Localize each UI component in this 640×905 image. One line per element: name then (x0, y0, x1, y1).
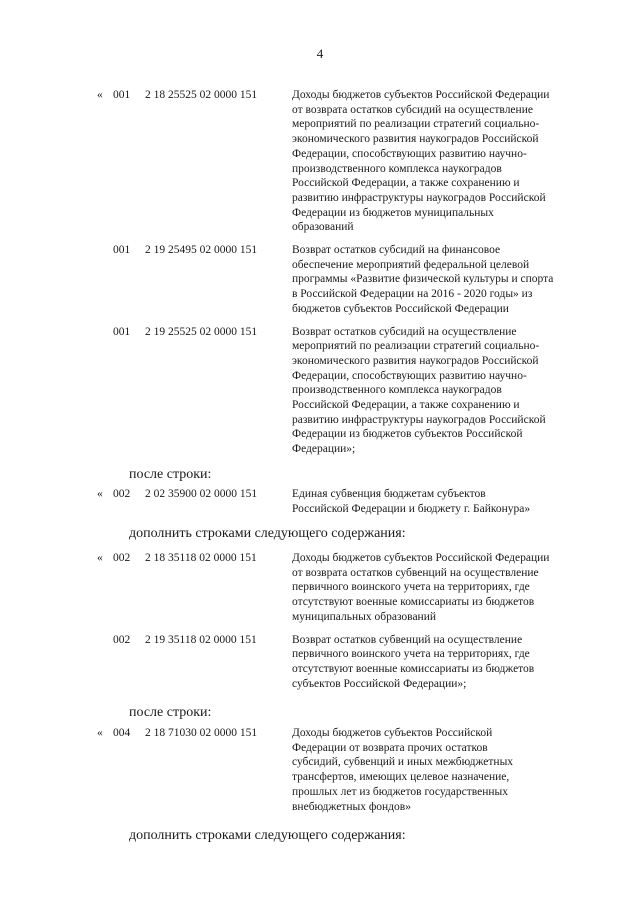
description-line: Федерации»; (292, 443, 356, 456)
income-description (292, 88, 592, 235)
description-line: производственного комплекса наукоградов (292, 384, 502, 397)
description-line: Доходы бюджетов субъектов Российской Федерации (292, 89, 550, 101)
description-line: в Российской Федерации на 2016 - 2020 годы» из (292, 288, 533, 301)
add-lines-label: дополнить строками следующего содержания: (129, 526, 406, 541)
budget-entry (0, 325, 640, 457)
budget-classification-code: 2 02 35900 02 0000 151 (145, 488, 258, 500)
description-line: Федерации из бюджетов муниципальных (292, 206, 494, 219)
description-line: развитию инфраструктуры наукоградов Российской (292, 191, 546, 204)
administrator-code: 001 (113, 325, 131, 338)
budget-classification-code: 2 18 71030 02 0000 151 (145, 727, 258, 739)
description-line: первичного воинского учета на территориях, где (292, 648, 530, 661)
description-line: обеспечение мероприятий федеральной целевой (292, 258, 530, 271)
budget-entry (0, 633, 640, 692)
description-line: Федерации от возврата прочих остатков (292, 741, 488, 754)
budget-entry (0, 487, 640, 516)
description-line: субъектов Российской Федерации»; (292, 677, 467, 690)
budget-classification-code: 2 19 25525 02 0000 151 (145, 325, 258, 338)
budget-entry (0, 726, 640, 814)
description-line: муниципальных образований (292, 610, 437, 623)
income-description (292, 243, 592, 317)
description-line: образований (292, 221, 354, 234)
income-description (292, 633, 592, 692)
budget-classification-code: 2 18 35118 02 0000 151 (145, 552, 257, 564)
description-line: развитию инфраструктуры наукоградов Российской (292, 413, 546, 426)
add-lines-label: дополнить строками следующего содержания: (129, 828, 406, 843)
administrator-code: 004 (113, 727, 131, 739)
page-number: 4 (316, 46, 324, 61)
description-line: Единая субвенция бюджетам субъектов (292, 488, 486, 500)
income-description (292, 726, 592, 814)
description-line: мероприятий по реализации стратегий социально- (292, 118, 540, 131)
description-line: бюджетов субъектов Российской Федерации (292, 302, 509, 315)
description-line: Российской Федерации и бюджету г. Байконура» (292, 502, 531, 515)
description-line: первичного воинского учета на территориях, где (292, 581, 530, 594)
opening-quote: « (97, 89, 103, 101)
description-line: Возврат остатков субсидий на осуществление (292, 325, 517, 338)
description-line: Доходы бюджетов субъектов Российской (292, 727, 493, 739)
description-line: Российской Федерации, а также сохранению и (292, 399, 520, 412)
description-line: Российской Федерации, а также сохранению и (292, 177, 520, 190)
description-line: субсидий, субвенций и иных межбюджетных (292, 756, 514, 769)
description-line: прошлых лет из бюджетов государственных (292, 785, 508, 798)
description-line: внебюджетных фондов» (292, 800, 411, 813)
description-line: экономического развития наукоградов Российской (292, 133, 539, 146)
income-description (292, 487, 592, 516)
description-line: отсутствуют военные комиссариаты из бюджетов (292, 596, 535, 609)
description-line: отсутствуют военные комиссариаты из бюджетов (292, 662, 535, 675)
description-line: от возврата остатков субсидий на осуществление (292, 103, 533, 116)
income-description (292, 325, 592, 457)
description-line: трансфертов, имеющих целевое назначение, (292, 771, 510, 784)
description-line: Возврат остатков субвенций на осуществление (292, 633, 523, 646)
description-line: Федерации, способствующих развитию научно- (292, 147, 527, 160)
after-line-label: после строки: (129, 705, 212, 720)
description-line: Федерации, способствующих развитию научно- (292, 369, 527, 382)
description-line: мероприятий по реализации стратегий социально- (292, 340, 540, 353)
description-line: производственного комплекса наукоградов (292, 162, 502, 175)
description-line: от возврата остатков субвенций на осуществление (292, 566, 539, 579)
description-line: Федерации из бюджетов субъектов Российской (292, 428, 523, 441)
income-description (292, 551, 592, 625)
budget-classification-code: 2 19 25495 02 0000 151 (145, 244, 258, 256)
budget-entry (0, 243, 640, 317)
opening-quote: « (97, 552, 103, 564)
description-line: Возврат остатков субсидий на финансовое (292, 244, 501, 256)
description-line: программы «Развитие физической культуры и спорта (292, 273, 554, 286)
after-line-label: после строки: (129, 467, 212, 482)
administrator-code: 001 (113, 244, 131, 256)
opening-quote: « (97, 488, 103, 500)
budget-entry (0, 551, 640, 625)
administrator-code: 002 (113, 552, 131, 564)
administrator-code: 002 (113, 633, 131, 646)
description-line: Доходы бюджетов субъектов Российской Федерации (292, 552, 550, 564)
budget-entry (0, 88, 640, 235)
opening-quote: « (97, 727, 103, 739)
description-line: экономического развития наукоградов Российской (292, 354, 539, 367)
administrator-code: 001 (113, 89, 131, 101)
budget-classification-code: 2 19 35118 02 0000 151 (145, 633, 257, 646)
budget-classification-code: 2 18 25525 02 0000 151 (145, 89, 258, 101)
administrator-code: 002 (113, 488, 131, 500)
